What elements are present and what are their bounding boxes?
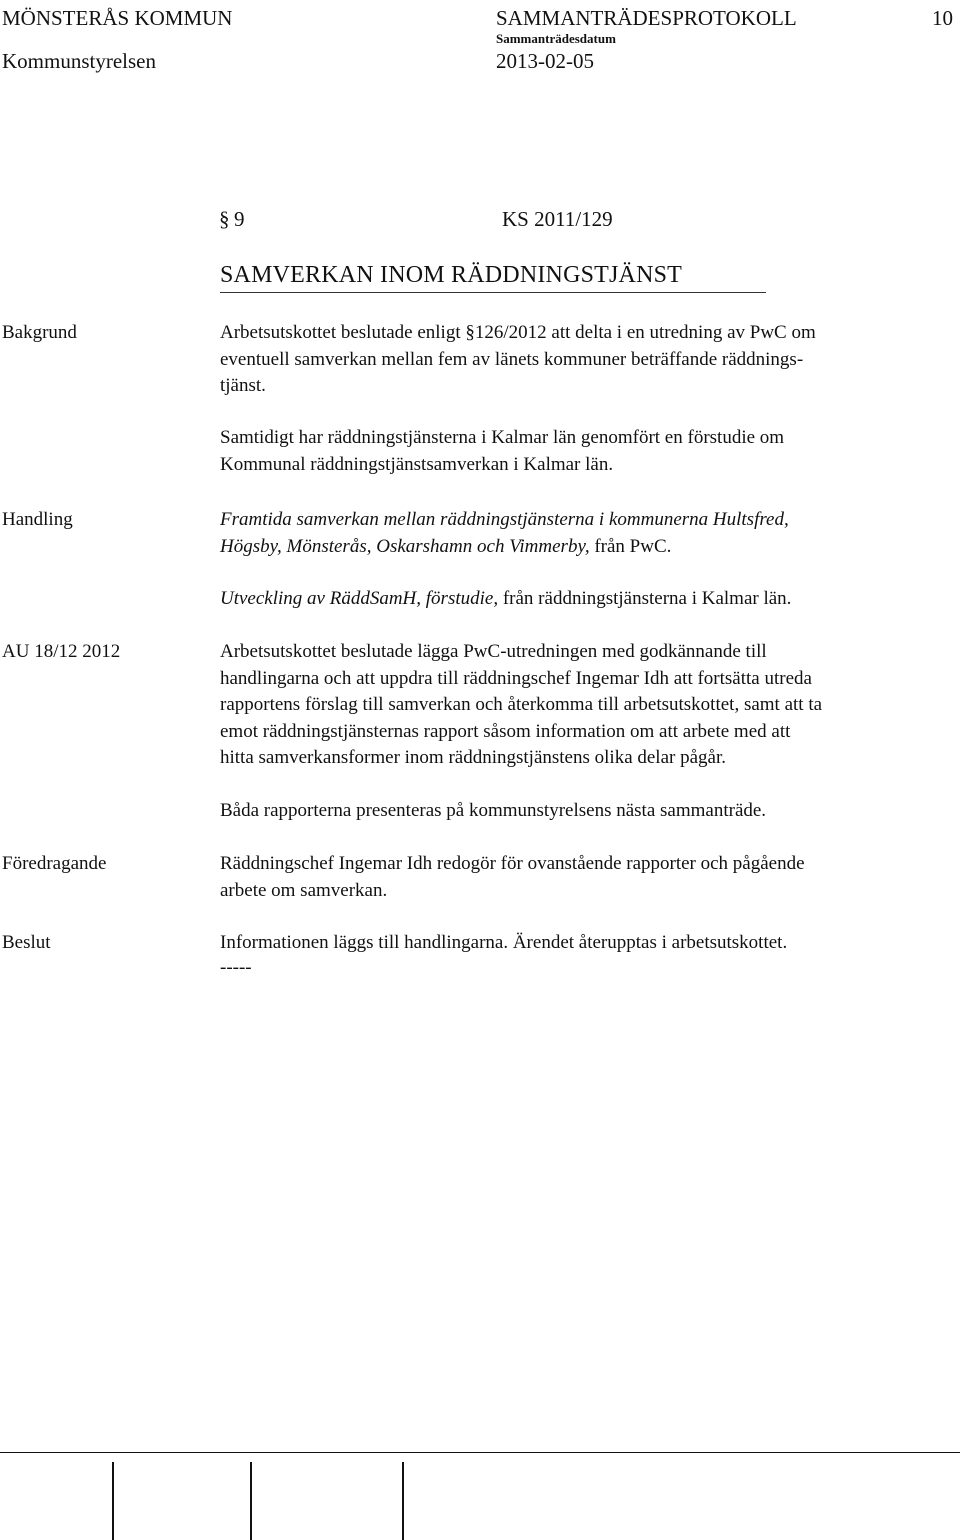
text-line: Arbetsutskottet beslutade lägga PwC-utredningen med godkännande till [220, 641, 767, 662]
text-line: Räddningschef Ingemar Idh redogör för ovanstående rapporter och pågående [220, 853, 805, 874]
text-line: handlingarna och att uppdra till räddningschef Ingemar Idh att fortsätta utreda [220, 667, 812, 689]
document-source: från räddningstjänsterna i Kalmar län. [498, 588, 792, 609]
text-line: hitta samverkansformer inom räddningstjänstens olika delar pågår. [220, 747, 726, 768]
text-line [220, 586, 955, 613]
title-underline [220, 292, 766, 293]
text-line: Framtida samverkan mellan räddningstjänsterna i kommunerna Hultsfred, [220, 509, 789, 530]
document-type: SAMMANTRÄDESPROTOKOLL [496, 6, 797, 30]
item-title: SAMVERKAN INOM RÄDDNINGSTJÄNST [220, 262, 683, 288]
paragraph-number: 9 [234, 207, 245, 231]
date-label: Sammanträdesdatum [496, 31, 616, 46]
text-line: Informationen läggs till handlingarna. Ärendet återupptas i arbetsutskottet. [220, 932, 788, 953]
paragraph-mark: § [219, 207, 230, 231]
text-line: eventuell samverkan mellan fem av länets kommuner beträffande räddnings- [220, 348, 804, 370]
case-number: KS 2011/129 [502, 207, 613, 231]
signature-box-divider [402, 1462, 404, 1540]
text-line: tjänst. [220, 375, 266, 396]
label-handling: Handling [2, 509, 73, 530]
bakgrund-paragraph-1 [220, 320, 955, 400]
meeting-date: 2013-02-05 [496, 49, 594, 73]
signature-box-divider [112, 1462, 114, 1540]
footer-divider [0, 1452, 960, 1453]
label-au: AU 18/12 2012 [2, 641, 121, 662]
text-line [220, 534, 955, 561]
label-beslut: Beslut [2, 932, 51, 953]
bakgrund-paragraph-2 [220, 425, 955, 478]
handling-document-2 [220, 586, 955, 613]
text-line: Arbetsutskottet beslutade enligt §126/2012 att delta i en utredning av PwC om [220, 322, 816, 343]
text-line: Samtidigt har räddningstjänsterna i Kalmar län genomfört en förstudie om [220, 427, 785, 448]
document-source: från PwC. [589, 535, 672, 557]
au-paragraph-2 [220, 798, 955, 825]
document-title: Utveckling av RäddSamH, förstudie, [220, 588, 499, 609]
au-paragraph-1 [220, 639, 955, 772]
signature-box-divider [250, 1462, 252, 1540]
label-bakgrund: Bakgrund [2, 322, 77, 343]
body-name: Kommunstyrelsen [2, 49, 156, 73]
foredragande-paragraph [220, 851, 955, 904]
text-line: Kommunal räddningstjänstsamverkan i Kalmar län. [220, 453, 614, 475]
end-mark: ----- [220, 956, 252, 978]
text-line: Båda rapporterna presenteras på kommunstyrelsens nästa sammanträde. [220, 800, 767, 821]
text-line: rapportens förslag till samverkan och återkomma till arbetsutskottet, samt att ta [220, 694, 823, 715]
page-number: 10 [932, 6, 953, 30]
beslut-paragraph [220, 930, 955, 979]
text-line: emot räddningstjänsternas rapport såsom information om att arbete med att [220, 720, 791, 742]
label-foredragande: Föredragande [2, 853, 107, 874]
document-title: Högsby, Mönsterås, Oskarshamn och Vimmerby, [220, 535, 590, 557]
handling-document-1 [220, 507, 955, 560]
text-line: arbete om samverkan. [220, 879, 388, 901]
organization-name: MÖNSTERÅS KOMMUN [2, 6, 233, 30]
